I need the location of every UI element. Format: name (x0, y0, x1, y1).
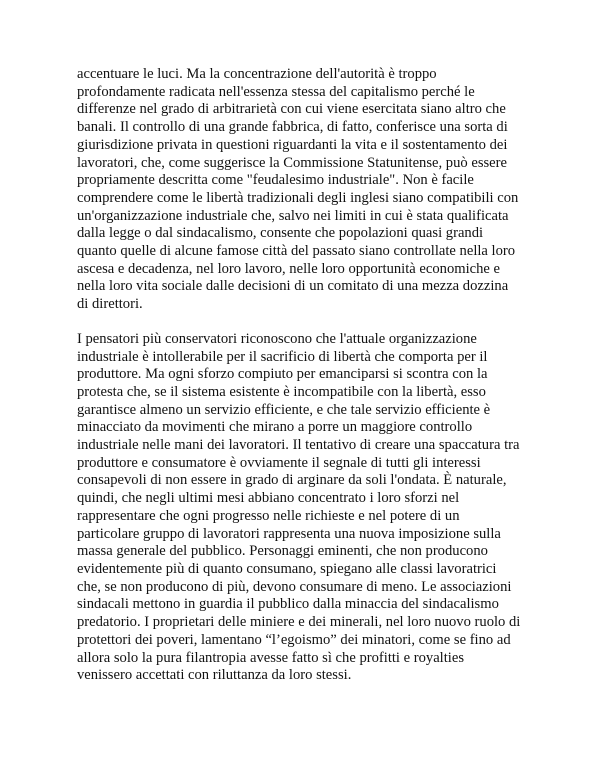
text-line: allora solo la pura filantropia avesse fatto sì che profitti e royalties (77, 649, 465, 666)
text-line: banali. Il controllo di una grande fabbrica, di fatto, conferisce una sorta di (77, 119, 508, 136)
paragraph-2 (77, 331, 547, 685)
text-line: protettori dei poveri, lamentano “l’egoismo” dei minatori, come se fino ad (77, 631, 511, 648)
text-line: particolare gruppo di lavoratori rappresenta una nuova imposizione sulla (77, 525, 501, 542)
text-line: ascesa e decadenza, nel loro lavoro, nelle loro opportunità economiche e (77, 260, 501, 277)
body-text (77, 66, 547, 685)
text-line: rappresentare che ogni progresso nelle richieste e nel potere di un (77, 507, 460, 524)
text-line: venissero accettati con riluttanza da loro stessi. (77, 667, 352, 684)
text-line: profondamente radicata nell'essenza stessa del capitalismo perché le (77, 83, 475, 100)
text-line: differenze nel grado di arbitrarietà con cui viene esercitata siano altro che (77, 101, 506, 118)
text-line: dalla legge o dal sindacalismo, consente che popolazioni quasi grandi (77, 225, 484, 242)
text-line: produttore e consumatore è ovviamente il segnale di tutti gli interessi (77, 454, 481, 471)
text-line: comprendere come le libertà tradizionali degli inglesi siano compatibili con (77, 189, 519, 206)
text-line: di direttori. (77, 296, 143, 313)
text-line: industriale nelle mani dei lavoratori. Il tentativo di creare una spaccatura tra (77, 437, 520, 454)
text-line: quanto quelle di alcune famose città del passato siano controllate nella loro (77, 243, 516, 260)
text-line: che, se non producono di più, devono consumare di meno. Le associazioni (77, 578, 512, 595)
text-line: un'organizzazione industriale che, salvo nei limiti in cui è stata qualificata (77, 207, 509, 224)
text-line: lavoratori, che, come suggerisce la Commissione Statunitense, può essere (77, 154, 507, 171)
text-line: protesta che, se il sistema esistente è incompatibile con la libertà, esso (77, 383, 486, 400)
text-line: quindi, che negli ultimi mesi abbiano concentrato i loro sforzi nel (77, 490, 460, 507)
text-line: evidentemente più di quanto consumano, spiegano alle classi lavoratrici (77, 560, 497, 577)
text-line: sindacali mettono in guardia il pubblico dalla minaccia del sindacalismo (77, 596, 499, 613)
text-line: predatorio. I proprietari delle miniere e dei minerali, nel loro nuovo ruolo di (77, 614, 521, 631)
paragraph-1 (77, 66, 547, 314)
text-line: I pensatori più conservatori riconoscono che l'attuale organizzazione (77, 330, 477, 347)
text-line: minacciato da movimenti che mirano a porre un maggiore controllo (77, 419, 473, 436)
text-line: propriamente descritta come "feudalesimo industriale". Non è facile (77, 172, 474, 189)
text-line: accentuare le luci. Ma la concentrazione dell'autorità è troppo (77, 66, 437, 82)
text-line: industriale è intollerabile per il sacrificio di libertà che comporta per il (77, 348, 488, 365)
text-line: garantisce almeno un servizio efficiente, e che tale servizio efficiente è (77, 401, 491, 418)
text-line: giurisdizione privata in questioni riguardanti la vita e il sostentamento dei (77, 136, 508, 153)
text-line: produttore. Ma ogni sforzo compiuto per emanciparsi si scontra con la (77, 366, 488, 383)
text-line: nella loro vita sociale dalle decisioni di un comitato di una mezza dozzina (77, 278, 509, 295)
text-line: consapevoli di non essere in grado di arginare da soli l'ondata. È naturale, (77, 472, 507, 489)
text-line: massa generale del pubblico. Personaggi eminenti, che non producono (77, 543, 488, 560)
